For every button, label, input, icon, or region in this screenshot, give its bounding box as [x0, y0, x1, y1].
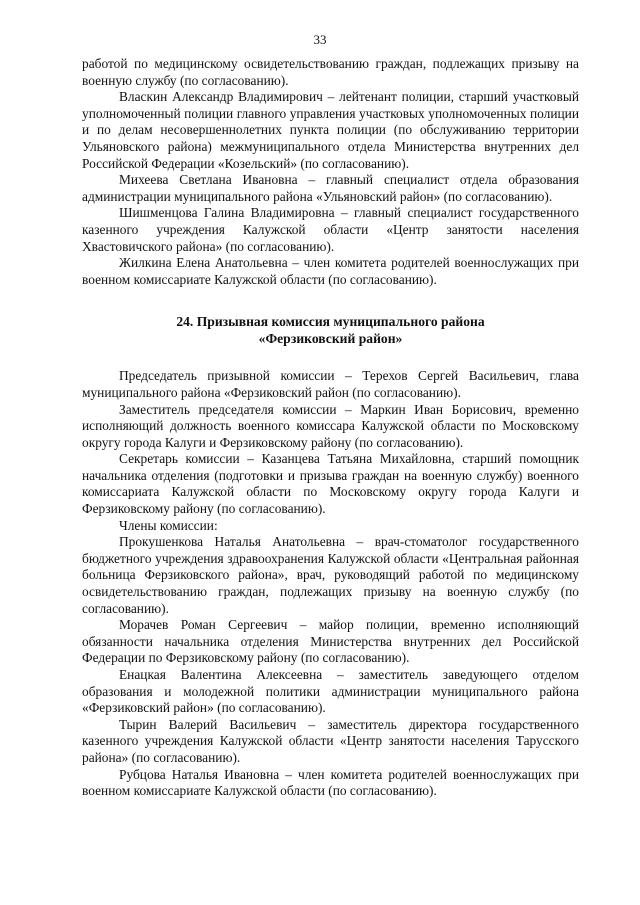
paragraph-tyrin: Тырин Валерий Васильевич – заместитель директора государственного казенного учреждения Калужской области «Центр занятости населения Тарусского района» (по согласованию).	[82, 716, 579, 765]
paragraph-morachev: Морачев Роман Сергеевич – майор полиции, временно исполняющий обязанности начальника отделения Министерства внутренних дел Российской Федерации по Ферзиковскому району (по согласованию).	[82, 617, 579, 666]
paragraph-members-label: Члены комиссии:	[119, 517, 218, 533]
paragraph-chairman: Председатель призывной комиссии – Терехов Сергей Васильевич, глава муниципального района «Ферзиковский район (по согласованию).	[82, 368, 579, 400]
paragraph-secretary: Секретарь комиссии – Казанцева Татьяна Михайловна, старший помощник начальника отделения (подготовки и призыва граждан на военную службу) военного комиссариата Калужской области по Московскому округу города Калуги и Ферзиковскому району (по согласованию).	[82, 451, 579, 517]
paragraph-prokushenkova: Прокушенкова Наталья Анатольевна – врач-стоматолог государственного бюджетного учреждения здравоохранения Калужской области «Центральная районная больница Ферзиковского района», врач, руководящий работой по медицинскому освидетельствованию граждан, подлежащих призыву на военную службу (по согласованию).	[82, 534, 579, 616]
section-heading-line2: «Ферзиковский район»	[258, 331, 403, 347]
paragraph-continuation: работой по медицинскому освидетельствованию граждан, подлежащих призыву на военную службу (по согласованию).	[82, 56, 579, 88]
document-body	[82, 56, 579, 800]
paragraph-vlaskin: Власкин Александр Владимирович – лейтенант полиции, старший участковый уполномоченный полиции главного управления участковых уполномоченных полиции и по делам несовершеннолетних пункта полиции (по обслуживанию территории Ульяновского района) межмуниципального отдела Министерства внутренних дел Российской Федерации «Козельский» (по согласованию).	[82, 89, 579, 171]
section-heading-line1: 24. Призывная комиссия муниципального района	[176, 314, 485, 330]
spacer	[82, 288, 579, 313]
paragraph-mikheeva: Михеева Светлана Ивановна – главный специалист отдела образования администрации муниципального района «Ульяновский район» (по согласованию).	[82, 172, 579, 204]
paragraph-rubtsova: Рубцова Наталья Ивановна – член комитета родителей военнослужащих при военном комиссариате Калужской области (по согласованию).	[82, 766, 579, 799]
paragraph-enatskaya: Енацкая Валентина Алексеевна – заместитель заведующего отделом образования и молодежной политики администрации муниципального района «Ферзиковский район» (по согласованию).	[82, 667, 579, 716]
page-number: 33	[313, 32, 327, 47]
paragraph-shishmentsova: Шишменцова Галина Владимировна – главный специалист государственного казенного учреждения Калужской области «Центр занятости населения Хвастовичского района» (по согласованию).	[82, 205, 579, 254]
paragraph-deputy-chairman: Заместитель председателя комиссии – Маркин Иван Борисович, временно исполняющий должность военного комиссара Калужской области по Московскому округу города Калуги и Ферзиковскому району (по согласованию).	[82, 401, 579, 450]
paragraph-zhilkina: Жилкина Елена Анатольевна – член комитета родителей военнослужащих при военном комиссариате Калужской области (по согласованию).	[82, 255, 579, 287]
spacer	[82, 347, 579, 368]
